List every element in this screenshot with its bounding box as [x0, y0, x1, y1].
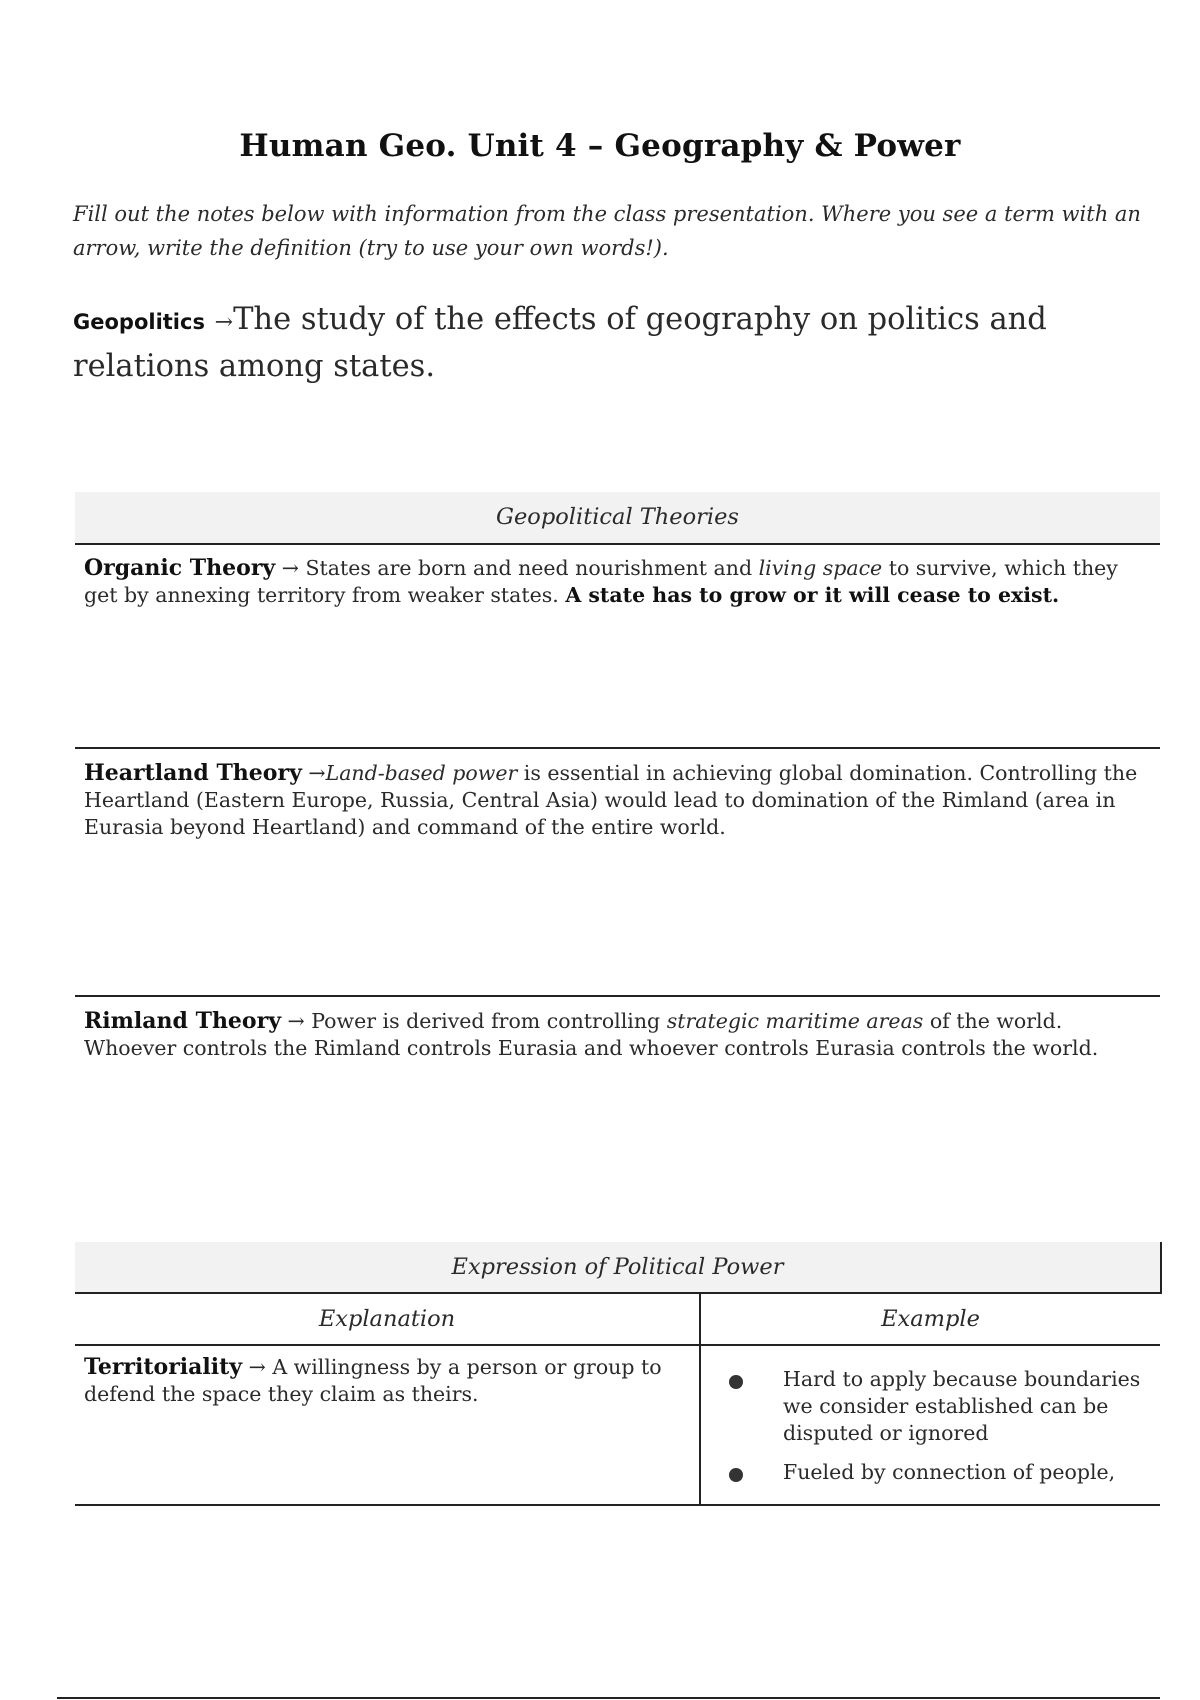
geopolitics-definition-text: The study of the effects of geography on politics and relations among states.	[73, 302, 1047, 384]
bullet-icon	[729, 1468, 743, 1482]
power-table-header: Expression of Political Power	[75, 1242, 1162, 1294]
rimland-text-b: of the world. Whoever controls the Rimland controls Eurasia and whoever controls Eurasia controls the world.	[84, 1009, 1099, 1060]
heartland-text: is essential in achieving global domination. Controlling the Heartland (Eastern Europe, Russia, Central Asia) would lead to domination of the Rimland (area in Eurasia beyond Heartland) and command of the entire world.	[84, 761, 1138, 839]
list-item: Hard to apply because boundaries we consider established can be disputed or ignored	[725, 1366, 1145, 1447]
header-divider	[75, 1344, 1160, 1346]
organic-theory-term: Organic Theory	[84, 555, 276, 581]
geopolitics-definition	[73, 298, 1163, 389]
arrow-icon: →	[308, 761, 326, 785]
explanation-column-header: Explanation	[318, 1306, 456, 1332]
arrow-icon: →	[214, 310, 234, 335]
organic-emphasis: living space	[758, 556, 883, 580]
arrow-icon: →	[248, 1355, 266, 1379]
page-title: Human Geo. Unit 4 – Geography & Power	[239, 128, 961, 164]
rimland-text-a: Power is derived from controlling	[304, 1009, 667, 1033]
instructions: Fill out the notes below with information from the class presentation. Where you see a term with an arrow, write the definition (try to use your own words!).	[73, 202, 1141, 260]
heartland-theory-cell	[75, 748, 1160, 995]
organic-text-b: to survive, which they get by annexing territory from weaker states.	[84, 556, 1118, 607]
page-bottom-rule	[57, 1697, 1160, 1699]
list-item: Fueled by connection of people,	[725, 1459, 1145, 1486]
territoriality-explanation	[84, 1354, 684, 1408]
column-divider	[699, 1294, 701, 1504]
territoriality-term: Territoriality	[84, 1354, 243, 1380]
bullet-icon	[729, 1375, 743, 1389]
example-column-header: Example	[881, 1306, 980, 1332]
organic-theory-cell	[75, 543, 1160, 747]
territoriality-text: A willingness by a person or group to defend the space they claim as theirs.	[84, 1355, 662, 1406]
rimland-theory-term: Rimland Theory	[84, 1008, 281, 1034]
geopolitics-term: Geopolitics	[73, 310, 205, 334]
heartland-emphasis: Land-based power	[325, 761, 518, 785]
organic-text-a: States are born and need nourishment and	[298, 556, 759, 580]
arrow-icon: →	[287, 1009, 305, 1033]
organic-strong-text: A state has to grow or it will cease to exist.	[565, 583, 1060, 607]
theories-table-header: Geopolitical Theories	[75, 492, 1160, 545]
rimland-emphasis: strategic maritime areas	[666, 1009, 924, 1033]
territoriality-examples	[725, 1366, 1145, 1498]
heartland-theory-term: Heartland Theory	[84, 760, 302, 786]
rimland-theory-cell	[75, 996, 1160, 1226]
table-bottom-border	[75, 1504, 1160, 1506]
arrow-icon: →	[281, 556, 299, 580]
